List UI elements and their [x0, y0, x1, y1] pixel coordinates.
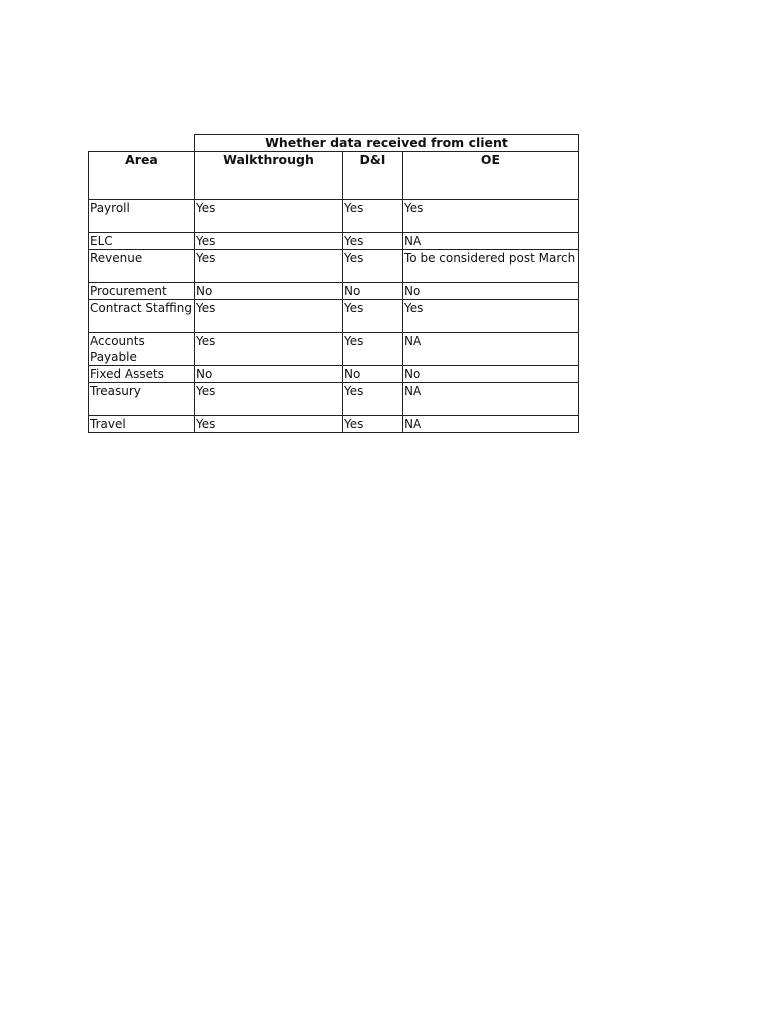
- oe-cell: No: [403, 366, 579, 383]
- oe-cell: To be considered post March: [403, 250, 579, 283]
- table-row: [89, 233, 579, 250]
- di-cell: Yes: [343, 416, 403, 433]
- oe-cell: NA: [403, 416, 579, 433]
- area-cell: Payroll: [89, 200, 195, 233]
- data-received-table: [88, 134, 579, 433]
- walkthrough-cell: Yes: [195, 383, 343, 416]
- walkthrough-cell: Yes: [195, 200, 343, 233]
- table-row: [89, 366, 579, 383]
- walkthrough-cell: Yes: [195, 233, 343, 250]
- di-cell: Yes: [343, 200, 403, 233]
- table-row: [89, 300, 579, 333]
- walkthrough-cell: Yes: [195, 250, 343, 283]
- table-row: [89, 416, 579, 433]
- oe-cell: NA: [403, 383, 579, 416]
- walkthrough-cell: Yes: [195, 416, 343, 433]
- column-header-oe: OE: [403, 152, 579, 200]
- walkthrough-cell: No: [195, 366, 343, 383]
- group-header-row: [89, 135, 579, 152]
- oe-cell: Yes: [403, 200, 579, 233]
- area-cell: ELC: [89, 233, 195, 250]
- di-cell: Yes: [343, 333, 403, 366]
- area-cell: Fixed Assets: [89, 366, 195, 383]
- column-header-di: D&I: [343, 152, 403, 200]
- area-cell: Procurement: [89, 283, 195, 300]
- di-cell: Yes: [343, 250, 403, 283]
- oe-cell: NA: [403, 233, 579, 250]
- oe-cell: NA: [403, 333, 579, 366]
- di-cell: Yes: [343, 300, 403, 333]
- area-cell: Travel: [89, 416, 195, 433]
- table-row: [89, 250, 579, 283]
- area-cell: Contract Staffing: [89, 300, 195, 333]
- empty-corner-cell: [89, 135, 195, 152]
- table-row: [89, 283, 579, 300]
- walkthrough-cell: No: [195, 283, 343, 300]
- walkthrough-cell: Yes: [195, 300, 343, 333]
- column-header-area: Area: [89, 152, 195, 200]
- di-cell: Yes: [343, 383, 403, 416]
- column-header-row: [89, 152, 579, 200]
- area-cell: Accounts Payable: [89, 333, 195, 366]
- table-row: [89, 333, 579, 366]
- table-row: [89, 383, 579, 416]
- walkthrough-cell: Yes: [195, 333, 343, 366]
- area-cell: Treasury: [89, 383, 195, 416]
- table-row: [89, 200, 579, 233]
- di-cell: Yes: [343, 233, 403, 250]
- di-cell: No: [343, 366, 403, 383]
- oe-cell: No: [403, 283, 579, 300]
- column-header-walkthrough: Walkthrough: [195, 152, 343, 200]
- group-header: Whether data received from client: [195, 135, 579, 152]
- area-cell: Revenue: [89, 250, 195, 283]
- oe-cell: Yes: [403, 300, 579, 333]
- di-cell: No: [343, 283, 403, 300]
